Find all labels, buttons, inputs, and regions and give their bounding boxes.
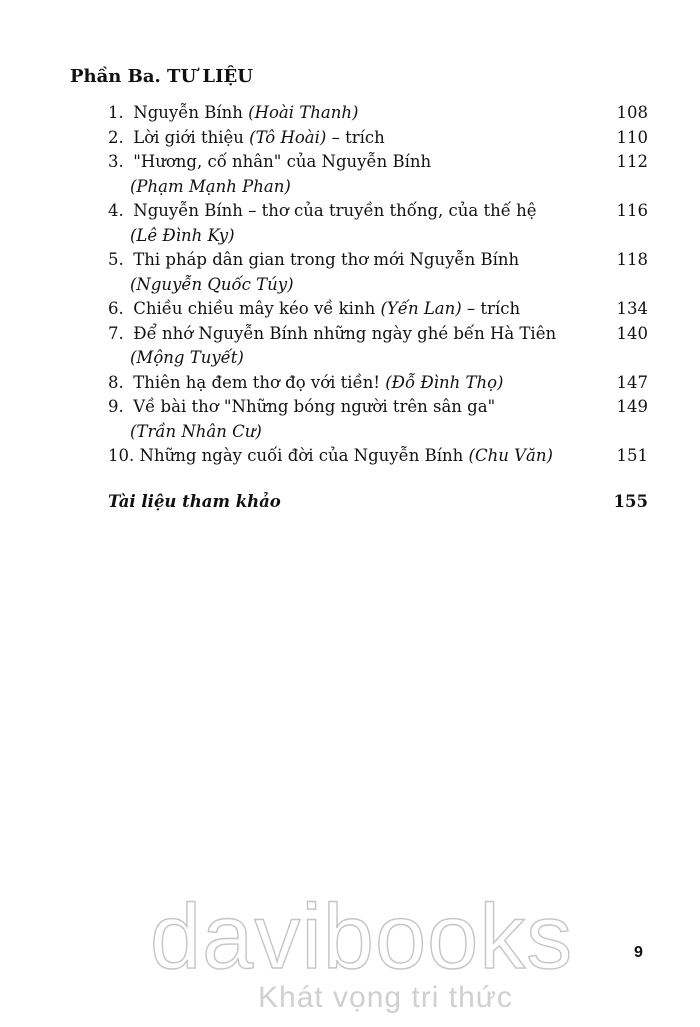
entry-page: 147: [616, 372, 648, 392]
toc-entry: [108, 101, 648, 126]
entry-number: 3.: [108, 152, 124, 171]
references-label: Tài liệu tham khảo: [108, 492, 281, 511]
entry-author: (Đỗ Đình Thọ): [385, 372, 504, 392]
entry-number: 1.: [108, 103, 124, 122]
entry-title: "Hương, cố nhân" của Nguyễn Bính: [133, 152, 432, 171]
toc-entry: [108, 371, 648, 396]
section-title: Phần Ba. TƯ LIỆU: [70, 66, 253, 87]
entry-number: 8.: [108, 372, 124, 392]
entry-author: (Trần Nhân Cư): [130, 421, 262, 441]
watermark-tagline: Khát vọng tri thức: [258, 981, 513, 1014]
entry-number: 4.: [108, 201, 124, 220]
entry-title: Chiều chiều mây kéo về kinh: [133, 299, 376, 318]
watermark-logo: davibooks: [150, 886, 574, 988]
entry-title: Nguyễn Bính – thơ của truyền thống, của thế hệ: [133, 201, 537, 220]
entry-number: 9.: [108, 397, 124, 416]
table-of-contents: [108, 101, 648, 469]
entry-title: Nguyễn Bính: [133, 103, 243, 122]
entry-author: (Yến Lan): [380, 299, 462, 318]
entry-title: Để nhớ Nguyễn Bính những ngày ghé bến Hà Tiên: [133, 323, 557, 343]
entry-title: Thi pháp dân gian trong thơ mới Nguyễn Bính: [133, 250, 520, 269]
entry-page: 110: [616, 127, 648, 147]
entry-page: 116: [616, 201, 648, 220]
entry-number: 10.: [108, 446, 135, 465]
entry-author: (Hoài Thanh): [248, 103, 359, 122]
entry-number: 6.: [108, 299, 124, 318]
entry-author: (Lê Đình Ky): [130, 225, 235, 245]
entry-page: 118: [616, 250, 648, 269]
entry-title: Lời giới thiệu: [133, 127, 244, 147]
toc-entry: [108, 126, 648, 151]
entry-page: 151: [616, 446, 648, 465]
toc-entry: [108, 322, 648, 371]
references-page: 155: [613, 492, 648, 511]
entry-page: 134: [616, 299, 648, 318]
entry-title: Thiên hạ đem thơ đọ với tiền!: [133, 372, 380, 392]
entry-number: 7.: [108, 323, 124, 343]
entry-author: (Nguyễn Quốc Túy): [130, 274, 294, 294]
page-number: 9: [634, 944, 643, 961]
references-entry: [108, 492, 648, 511]
toc-entry: [108, 297, 648, 322]
entry-title: Về bài thơ "Những bóng người trên sân ga": [133, 397, 496, 416]
toc-entry: [108, 444, 648, 469]
entry-author: (Tô Hoài): [249, 127, 327, 147]
entry-author: (Chu Văn): [468, 446, 553, 465]
toc-entry: [108, 199, 648, 248]
entry-author: (Mộng Tuyết): [130, 348, 244, 367]
entry-title: Những ngày cuối đời của Nguyễn Bính: [139, 446, 464, 465]
entry-author: (Phạm Mạnh Phan): [130, 176, 291, 196]
entry-page: 149: [616, 397, 648, 416]
entry-number: 2.: [108, 127, 124, 147]
toc-entry: [108, 248, 648, 297]
toc-entry: [108, 395, 648, 444]
entry-page: 112: [616, 152, 648, 171]
entry-page: 108: [616, 103, 648, 122]
entry-suffix: – trích: [461, 299, 521, 318]
entry-suffix: – trích: [326, 127, 385, 147]
entry-page: 140: [616, 323, 648, 343]
toc-entry: [108, 150, 648, 199]
entry-number: 5.: [108, 250, 124, 269]
